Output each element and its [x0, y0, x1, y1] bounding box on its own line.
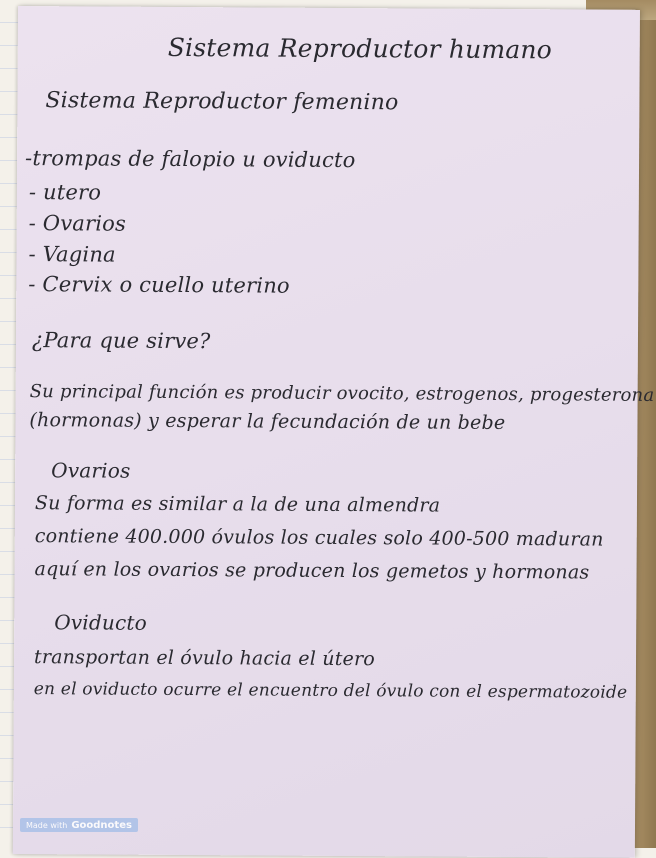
list-item: -trompas de falopio u oviducto	[24, 146, 356, 173]
function-line: (hormonas) y esperar la fecundación de un bebe	[29, 409, 506, 434]
ovarios-line: aquí en los ovarios se producen los gemetos y hormonas	[34, 558, 590, 584]
ovarios-line: Su forma es similar a la de una almendra	[34, 492, 441, 517]
ovarios-line: contiene 400.000 óvulos los cuales solo 400-500 maduran	[34, 525, 604, 551]
question-text: ¿Para que sirve?	[31, 328, 211, 354]
handwritten-note-page	[13, 6, 655, 858]
oviducto-line: en el oviducto ocurre el encuentro del óvulo con el espermatozoide	[33, 679, 628, 703]
watermark-brand: Goodnotes	[71, 819, 132, 831]
ovarios-heading: Ovarios	[51, 458, 131, 483]
watermark-prefix: Made with	[26, 820, 68, 830]
goodnotes-watermark	[20, 818, 138, 832]
oviducto-heading: Oviducto	[54, 610, 147, 635]
list-item: - Vagina	[28, 242, 116, 267]
list-item: - utero	[28, 180, 102, 205]
note-title: Sistema Reproductor humano	[167, 32, 553, 65]
note-heading: Sistema Reproductor femenino	[45, 88, 399, 116]
function-line: Su principal función es producir ovocito, estrogenos, progesterona	[29, 381, 655, 406]
oviducto-line: transportan el óvulo hacia el útero	[33, 646, 376, 671]
list-item: - Cervix o cuello uterino	[28, 272, 290, 298]
list-item: - Ovarios	[28, 211, 127, 236]
